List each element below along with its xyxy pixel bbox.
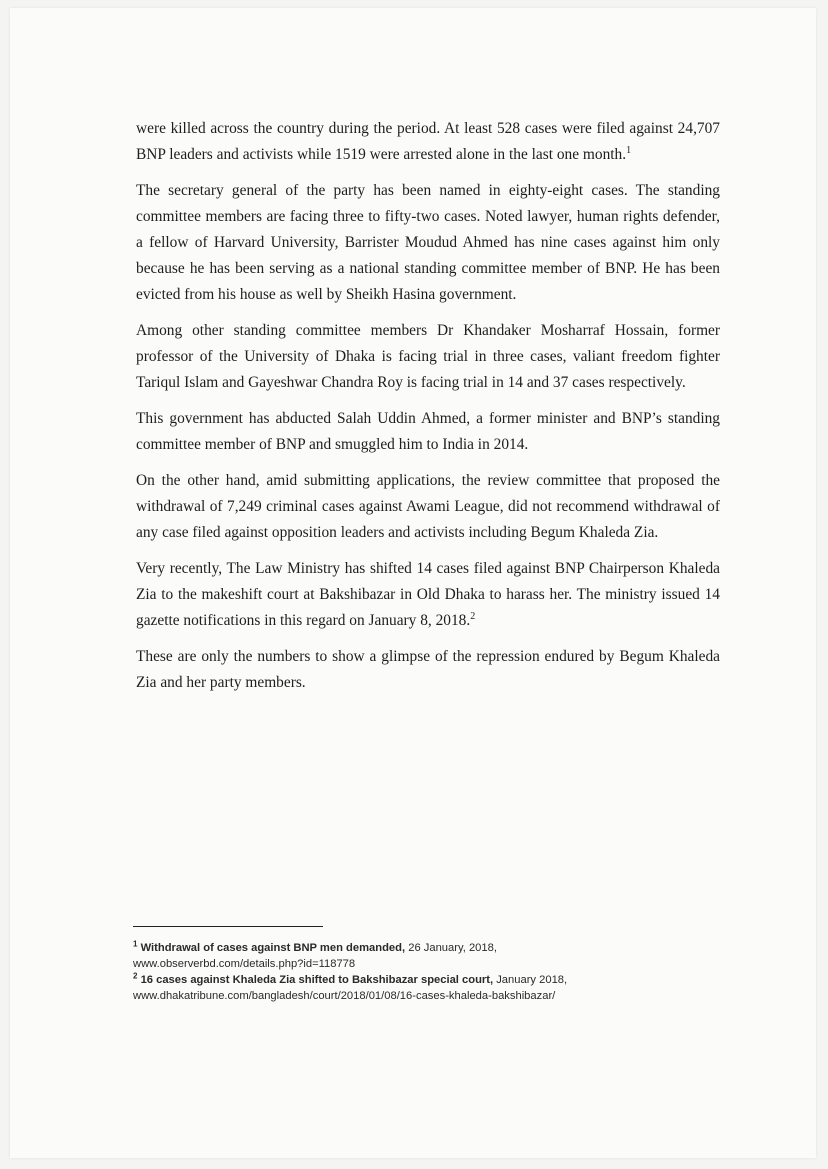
footnote-1-url: www.observerbd.com/details.php?id=118778 [133, 958, 356, 970]
paragraph: On the other hand, amid submitting applications, the review committee that proposed the withdrawal of 7,249 criminal cases against Awami League, did not recommend withdrawal of any case filed against opposition leaders and activists including Begum Khaleda Zia. [136, 472, 720, 541]
footnote-title: 16 cases against Khaleda Zia shifted to Bakshibazar special court, [140, 974, 494, 986]
footnote-separator [133, 926, 323, 927]
footnote-date: 26 January, 2018, [405, 942, 497, 954]
footnote-2 [133, 972, 733, 988]
footnote-reference: 2 [470, 610, 476, 622]
paragraph: Among other standing committee members Dr Khandaker Mosharraf Hossain, former professor of the University of Dhaka is facing trial in three cases, valiant freedom fighter Tariqul Islam and Gayeshwar Chandra Roy is facing trial in 14 and 37 cases respectively. [136, 322, 720, 391]
footnotes [133, 940, 733, 1004]
footnote-number: 1 [133, 939, 138, 949]
paragraph: This government has abducted Salah Uddin Ahmed, a former minister and BNP’s standing committee member of BNP and smuggled him to India in 2014. [136, 410, 720, 453]
paragraph: The secretary general of the party has been named in eighty-eight cases. The standing committee members are facing three to fifty-two cases. Noted lawyer, human rights defender, a fellow of Harvard University, Barrister Moudud Ahmed has nine cases against him only because he has been serving as a national standing committee member of BNP. He has been evicted from his house as well by Sheikh Hasina government. [136, 182, 720, 303]
footnote-1 [133, 940, 733, 956]
paragraph: Very recently, The Law Ministry has shifted 14 cases filed against BNP Chairperson Khaleda Zia to the makeshift court at Bakshibazar in Old Dhaka to harass her. The ministry issued 14 gazette notifications in this regard on January 8, 2018.$^2$ [136, 560, 720, 629]
footnote-reference: 1 [626, 144, 632, 156]
paragraph: These are only the numbers to show a glimpse of the repression endured by Begum Khaleda Zia and her party members. [136, 648, 720, 691]
body-text [136, 116, 720, 706]
footnote-2-url: www.dhakatribune.com/bangladesh/court/2018/01/08/16-cases-khaleda-bakshibazar/ [133, 990, 556, 1002]
paragraph: were killed across the country during the period. At least 528 cases were filed against 24,707 BNP leaders and activists while 1519 were arrested alone in the last one month.$^1$ [136, 120, 720, 163]
footnote-title: Withdrawal of cases against BNP men demanded, [140, 942, 406, 954]
footnote-date: January 2018, [493, 974, 568, 986]
document-page [10, 8, 816, 1158]
footnote-number: 2 [133, 971, 138, 981]
